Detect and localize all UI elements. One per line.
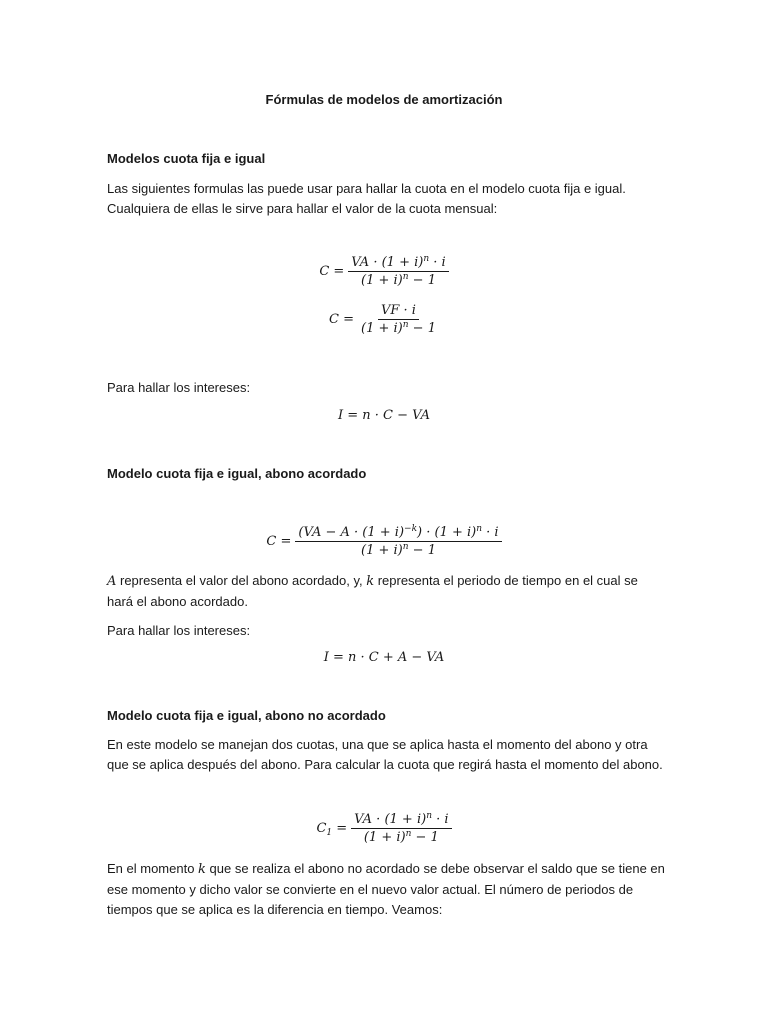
formula-numerator: VA · $(1 + i)^n \cdot i$ [348,254,448,272]
section-heading-abono-no-acordado: Modelo cuota fija e igual, abono no acordado [107,708,386,723]
formula-denominator: $(1 + i)^n - 1$ [361,320,436,336]
formula-denominator: $(1 + i)^n - 1$ [361,542,436,558]
formula-cuota-va [0,254,768,289]
formula-fraction [351,811,451,846]
formula-cuota-vf [0,302,768,337]
document-title: Fórmulas de modelos de amortización [265,92,503,107]
formula-fraction [348,254,448,289]
formula-fraction [358,302,439,337]
formula-cuota-abono-acordado [0,524,768,559]
section-heading-abono-acordado: Modelo cuota fija e igual, abono acordado [107,466,367,481]
section3-detail-paragraph: En el momento k que se realiza el abono no acordado se debe observar el saldo que se tiene en ese momento y dicho valor se convierte en el nuevo valor actual. El número de periodos de tiempos que se aplica es la diferencia en tiempo. Veamos: [107,861,665,917]
formula-lhs: $C_1$ = [316,821,348,838]
interest-label: Para hallar los intereses: [107,380,251,395]
formula-numerator: $(VA - A \cdot (1 + i)^{-k}) \cdot (1 + i)^n \cdot i$ [295,524,501,542]
formula-interest-2: I = n · C + A − VA [323,650,445,665]
formula-lhs: C = [329,312,354,327]
formula-lhs: C = [266,534,292,549]
section3-intro-paragraph: En este modelo se manejan dos cuotas, una que se aplica hasta el momento del abono y otra que se aplica después del abono. Para calcular la cuota que regirá hasta el momento del abono. [107,737,663,772]
formula-interest-1: I = n · C − VA [337,408,431,423]
formula-denominator: $(1 + i)^n - 1$ [363,829,439,845]
section1-intro-paragraph: Las siguientes formulas las puede usar para hallar la cuota en el modelo cuota fija e igual. Cualquiera de ellas le sirve para hallar el valor de la cuota mensual: [107,181,626,216]
section2-description-paragraph: A representa el valor del abono acordado, y, k representa el periodo de tiempo en el cual se hará el abono acordado. [107,573,638,609]
formula-fraction [295,524,501,559]
section-heading-cuota-fija: Modelos cuota fija e igual [107,151,266,166]
interest-label: Para hallar los intereses: [107,623,251,638]
formula-cuota-c1 [0,811,768,846]
formula-lhs: C = [319,264,345,279]
formula-numerator: VF · i [378,302,419,320]
formula-numerator: VA · $(1 + i)^n \cdot i$ [351,811,451,829]
formula-denominator: $(1 + i)^n - 1$ [361,272,436,288]
